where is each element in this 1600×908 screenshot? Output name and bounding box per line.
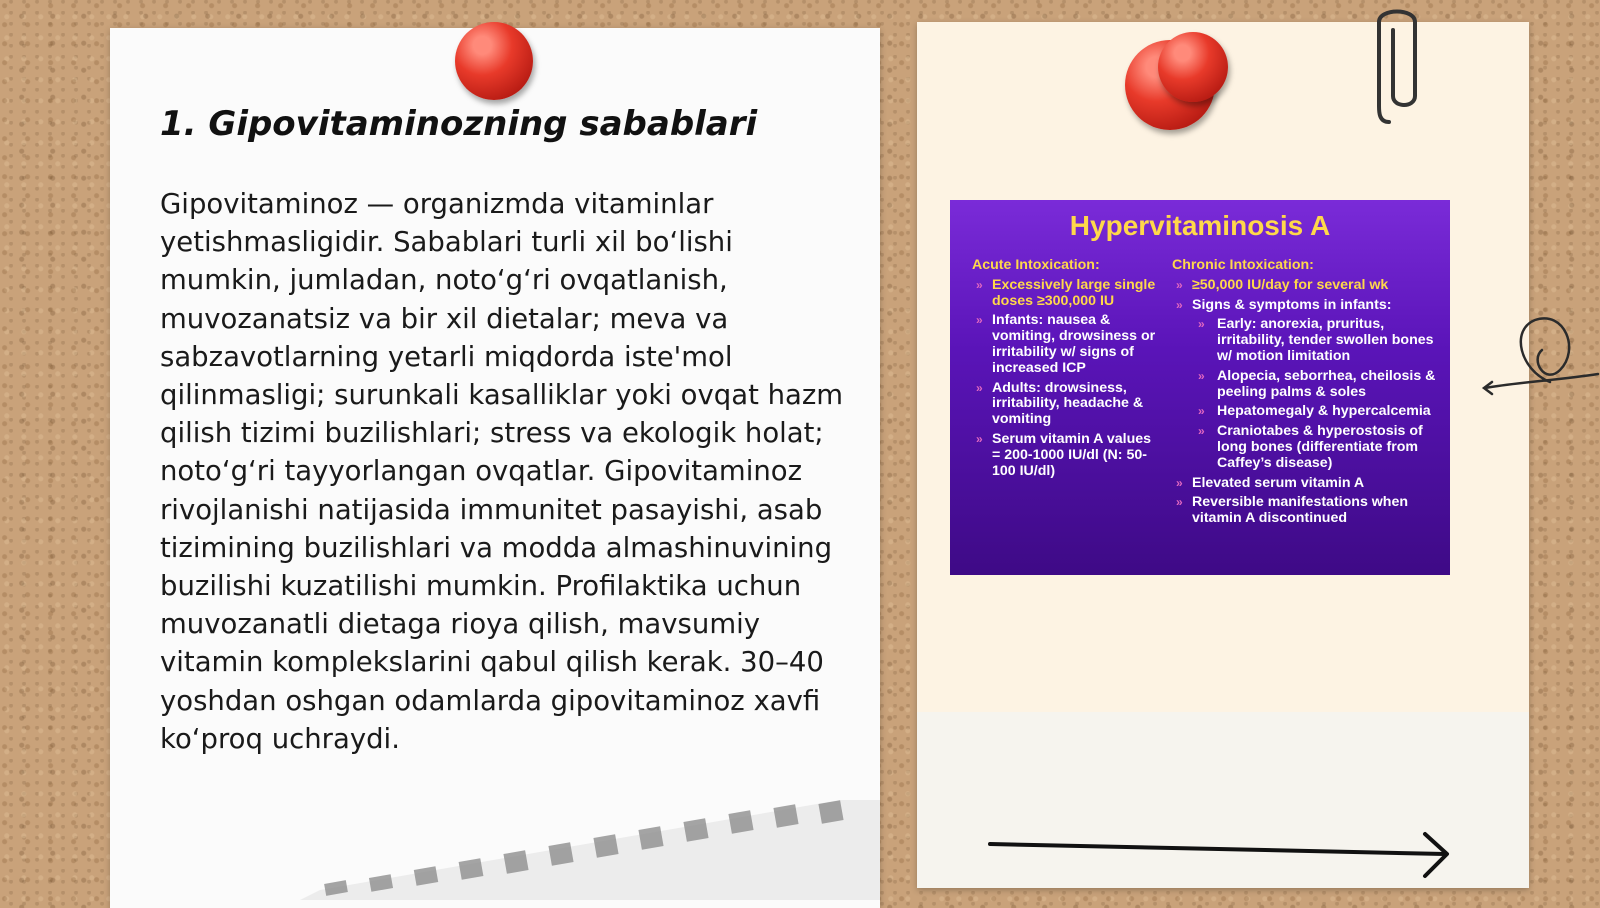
acute-item: » Excessively large single doses ≥300,000 IU — [972, 278, 1157, 310]
red-pushpin-head-icon — [1158, 32, 1228, 102]
arrow-right-icon — [985, 830, 1455, 880]
acute-header: Acute Intoxication: — [972, 257, 1100, 273]
acute-intoxication-column — [972, 258, 1157, 483]
chronic-item: » Elevated serum vitamin A — [1172, 476, 1444, 492]
chronic-subitem: » Craniotabes & hyperostosis of long bones (differentiate from Caffey’s disease) — [1172, 424, 1444, 471]
acute-item: » Serum vitamin A values = 200-1000 IU/dl (N: 50-100 IU/dl) — [972, 432, 1157, 479]
chronic-intoxication-column — [1172, 258, 1444, 531]
chronic-subitem: » Hepatomegaly & hypercalcemia — [1172, 404, 1444, 420]
red-pushpin-icon — [455, 22, 533, 100]
curl-doodle-icon — [1480, 310, 1600, 420]
hypervitaminosis-slide-image — [950, 200, 1450, 575]
paperclip-icon — [1375, 0, 1419, 128]
chronic-subitem: » Alopecia, seborrhea, cheilosis & peeling palms & soles — [1172, 369, 1444, 401]
chronic-item: » Reversible manifestations when vitamin A discontinued — [1172, 495, 1444, 527]
chronic-item: » Signs & symptoms in infants: — [1172, 298, 1444, 314]
note-body-text: Gipovitaminoz — organizmda vitaminlar yetishmasligidir. Sabablari turli xil bo‘lishi mumkin, jumladan, noto‘g‘ri ovqatlanish, muvozanatsiz va bir xil dietalar; meva va sabzavotlarning yetarli miqdorda iste'mol qilinmasligi; surunkali kasalliklar yoki ovqat hazm qilish tizimi buzilishlari; stress va ekologik holat; noto‘g‘ri tayyorlangan ovqatlar. Gipovitaminoz rivojlanishi natijasida immunitet pasayishi, asab tizimining buzilishlari va modda almashinuvining buzilishi kuzatilishi mumkin. Profilaktika uchun muvozanatli dietaga rioya qilish, mavsumiy vitamin komplekslarini qabul qilish kerak. 30–40 yoshdan oshgan odamlarda gipovitaminoz xavfi ko‘proq uchraydi. — [160, 188, 844, 755]
slide-title: Hypervitaminosis A — [1069, 210, 1331, 241]
chronic-header: Chronic Intoxication: — [1172, 257, 1314, 273]
acute-item: » Infants: nausea & vomiting, drowsiness or irritability w/ signs of increased ICP — [972, 313, 1157, 376]
torn-paper-edge — [300, 800, 880, 900]
acute-item: » Adults: drowsiness, irritability, headache & vomiting — [972, 381, 1157, 428]
note-title: 1. Gipovitaminozning sabablari — [160, 104, 758, 144]
chronic-subitem: » Early: anorexia, pruritus, irritability, tender swollen bones w/ motion limitation — [1172, 317, 1444, 364]
chronic-item: » ≥50,000 IU/day for several wk — [1172, 278, 1444, 294]
